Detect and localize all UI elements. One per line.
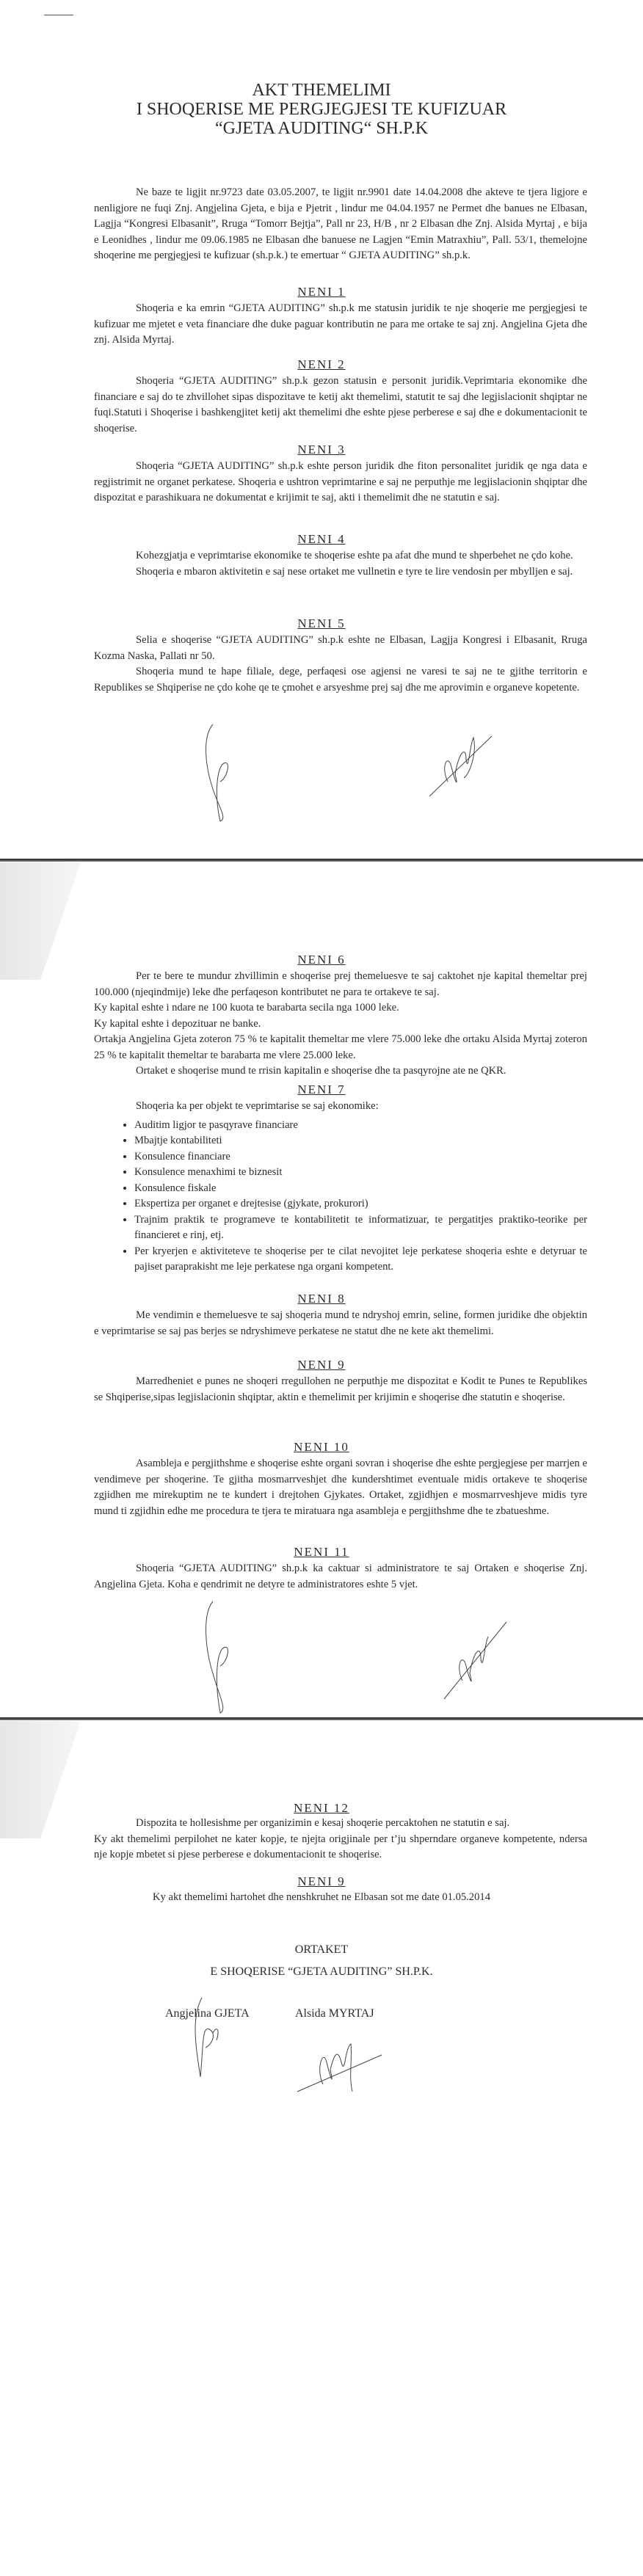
list-item: • Konsulence financiare <box>134 1149 587 1165</box>
article-4-text-2: Shoqeria e mbaron aktivitetin e saj nese ortaket me vullnetin e tyre te lire vendosin per mbylljen e saj. <box>136 565 573 578</box>
signature-myrtaj <box>294 2026 389 2099</box>
article-12-body <box>94 1816 587 1863</box>
signature-gjeta <box>187 1996 231 2084</box>
article-6-text-4: Ortakja Angjelina Gjeta zoteron 75 % te kapitalit themeltar me vlere 75.000 leke dhe ortaku Alsida Myrtaj zoteron 25 % te kapitalit themeltar te barabarta me vlere 25.000 leke. <box>94 1033 587 1061</box>
article-12-text-2: Ky akt themelimi perpilohet ne kater kopje, te njejta origjinale per t’ju shperndare organeve kompetente, ndersa nje kopje mbetet si pjese perberese e dokumentacionit te shoqerise. <box>94 1833 587 1860</box>
intro-paragraph <box>94 185 587 264</box>
article-6-body <box>94 969 587 1080</box>
article-3-heading: NENI 3 <box>297 443 346 456</box>
article-3-body <box>94 459 587 506</box>
article-8-body <box>94 1308 587 1339</box>
article-11-heading: NENI 11 <box>294 1545 349 1559</box>
page-edge <box>0 859 643 862</box>
article-9-text: Marredheniet e punes ne shoqeri rregullohen ne perputhje me dispozitat e Kodit te Punes te Republikes se Shqiperise,sipas legjislacionin shqiptar, aktin e themelimit per krijimin e shoqerise dhe statutin e shoqerise. <box>94 1375 587 1403</box>
article-6-heading: NENI 6 <box>297 953 346 967</box>
article-6-text-3: Ky kapital eshte i depozituar ne banke. <box>94 1017 261 1030</box>
page-3 <box>0 1717 643 2576</box>
page-2 <box>0 859 643 1717</box>
title-line-3: “GJETA AUDITING“ SH.P.K <box>214 119 429 138</box>
partner-1-name: Angjelina GJETA <box>165 2007 250 2020</box>
list-item: • Mbajtje kontabiliteti <box>134 1133 587 1149</box>
partners-heading: ORTAKET <box>294 1943 349 1956</box>
article-6-text-2: Ky kapital eshte i ndare ne 100 kuota te barabarta secila nga 1000 leke. <box>94 1002 399 1014</box>
list-item: • Konsulence fiskale <box>134 1181 587 1197</box>
list-item: • Trajnim praktik te programeve te kontabilitetit te informatizuar, te pergatitjes praktiko-teorike per financieret e rinj, etj. <box>134 1212 587 1244</box>
article-8-text: Me vendimin e themeluesve te saj shoqeria mund te ndryshoj emrin, seline, formen juridike dhe objektin e veprimtarise se saj pas berjes se ndryshimeve perkatese ne statut dhe ne kete akt themelimi. <box>94 1309 587 1337</box>
article-1-text: Shoqeria e ka emrin “GJETA AUDITING” sh.p.k me statusin juridik te nje shoqerie me pergjegjesi te kufizuar me mjetet e veta financiare dhe duke paguar kontributin ne para me ortake te saj znj. Angjelina Gjeta dhe znj. Alsida Myrtaj. <box>94 302 587 346</box>
list-item: • Auditim ligjor te pasqyrave financiare <box>134 1118 587 1134</box>
article-11-body <box>94 1561 587 1593</box>
signature-myrtaj <box>426 723 506 804</box>
article-9-heading: NENI 9 <box>297 1358 346 1372</box>
article-10-heading: NENI 10 <box>294 1440 349 1454</box>
article-4-text-1: Kohezgjatja e veprimtarise ekonomike te shoqerise eshte pa afat dhe mund te shperbehet ne çdo kohe. <box>136 550 573 561</box>
list-item: • Ekspertiza per organet e drejtesise (gjykate, prokurori) <box>134 1196 587 1212</box>
article-6-text-5: Ortaket e shoqerise mund te rrisin kapitalin e shoqerise dhe ta pasqyrojne ate ne QKR. <box>136 1065 506 1077</box>
article-1-heading: NENI 1 <box>297 285 346 299</box>
article-12-text-1: Dispozita te hollesishme per organizimin e kesaj shoqerie percaktohen ne statutin e saj. <box>136 1817 510 1829</box>
activity-list <box>94 1118 587 1276</box>
article-10-body <box>94 1456 587 1519</box>
article-9-body <box>94 1374 587 1405</box>
company-name-line: E SHOQERISE “GJETA AUDITING” SH.P.K. <box>210 1965 433 1978</box>
article-10-text: Asambleja e pergjithshme e shoqerise eshte organi sovran i shoqerise dhe eshte pergjegjese per marrjen e vendimeve per shoqerine. Te gjitha mosmarrveshjet dhe kundershtimet eventuale midis ortakeve te shoqerise zgjidhen me mirekuptim ne te kundert i drejtohen Gjykates. Ortaket, zgjidhjen e mosmarrveshjeve midis tyre mund ti zgjidhin edhe me procedura te tjera te miratuara nga asambleja e pergjithshme dhe te zbatueshme. <box>94 1458 587 1517</box>
article-12-heading: NENI 12 <box>294 1801 349 1815</box>
article-5-text-2: Shoqeria mund te hape filiale, dege, perfaqesi ose agjensi ne varesi te saj ne te gjithe territorin e Republikes se Shqiperise ne çdo kohe qe te çmohet e arsyeshme prej saj dhe me aprovimin e organeve kopetente. <box>94 666 587 694</box>
title-line-1: AKT THEMELIMI <box>252 81 391 100</box>
article-final-heading: NENI 9 <box>297 1874 346 1888</box>
article-7-intro: Shoqeria ka per objekt te veprimtarise se saj ekonomike: <box>136 1100 379 1112</box>
article-2-heading: NENI 2 <box>297 357 346 371</box>
page-fold-shadow <box>0 1721 81 1838</box>
article-5-text-1: Selia e shoqerise “GJETA AUDITING” sh.p.k eshte ne Elbasan, Lagjja Kongresi i Elbasanit, Rruga Kozma Naska, Pallati nr 50. <box>94 634 587 662</box>
article-5-heading: NENI 5 <box>297 616 346 630</box>
intro-text: Ne baze te ligjit nr.9723 date 03.05.2007, te ligjit nr.9901 date 14.04.2008 dhe akteve te tjera ligjore e nenligjore ne fuqi Znj. Angjelina Gjeta, e bija e Pjetrit , lindur me 04.04.1957 ne Permet dhe banues ne Elbasan, Lagjja “Kongresi Elbasanit”, Rruga “Tomorr Bejtja”, Pall nr 23, H/B , nr 2 Elbasan dhe Znj. Alsida Myrtaj , e bija e Leonidhes , lindur me 09.06.1985 ne Elbasan dhe banuese ne Lagjen “Emin Matraxhiu”, Pall. 53/1, themelojne shoqerine me pergjegjesi te kufizuar (sh.p.k.) te emertuar “ GJETA AUDITING” sh.p.k. <box>94 186 587 261</box>
page-edge <box>0 1717 643 1720</box>
signing-date-text: Ky akt themelimi hartohet dhe nenshkruhet ne Elbasan sot me date 01.05.2014 <box>153 1891 490 1903</box>
article-5-body <box>94 633 587 696</box>
article-2-body <box>94 374 587 437</box>
article-7-body <box>94 1099 587 1276</box>
title-line-2: I SHOQERISE ME PERGJEGJESI TE KUFIZUAR <box>136 100 507 119</box>
signature-myrtaj <box>440 1615 514 1703</box>
article-1-body <box>94 301 587 349</box>
article-8-heading: NENI 8 <box>297 1292 346 1306</box>
article-4-heading: NENI 4 <box>297 532 346 546</box>
article-11-text: Shoqeria “GJETA AUDITING” sh.p.k ka caktuar si administratore te saj Ortaken e shoqerise Znj. Angjelina Gjeta. Koha e qendrimit ne detyre te administratores eshte 5 vjet. <box>94 1562 587 1590</box>
page-1 <box>0 0 643 859</box>
article-4-body <box>94 548 587 580</box>
list-item: • Per kryerjen e aktiviteteve te shoqerise per te cilat nevojitet leje perkatese shoqeria eshte e detyruar te pajiset paraprakisht me leje perkatese nga organi kompetent. <box>134 1244 587 1276</box>
article-2-text: Shoqeria “GJETA AUDITING” sh.p.k gezon statusin e personit juridik.Veprimtaria ekonomike dhe financiare e saj do te zhvillohet sipas dispozitave te ketij akt themelimi, statutit te saj dhe legjislacionit shqiptar ne fuqi.Statuti i Shoqerise i bashkengjitet ketij akt themelimi dhe eshte pjese perberese e saj dhe e dokumentacionit te shoqerise. <box>94 375 587 434</box>
signature-gjeta <box>198 723 242 822</box>
signature-gjeta <box>198 1600 242 1714</box>
list-item: • Konsulence menaxhimi te biznesit <box>134 1165 587 1181</box>
article-6-text-1: Per te bere te mundur zhvillimin e shoqerise prej themeluesve te saj caktohet nje kapital themeltar prej 100.000 (njeqindmije) leke dhe perfaqeson kontributet ne para te ortakeve te saj. <box>94 970 587 998</box>
article-3-text: Shoqeria “GJETA AUDITING” sh.p.k eshte person juridik dhe fiton personalitet juridik qe nga data e regjistrimit ne organet perkatese. Shoqeria e ushtron veprimtarine e saj ne perputhje me legjislacionin shqiptar dhe dispozitat e parashikuara ne dokumentat e krijimit te saj, akti i themelimit dhe ne statutin e saj. <box>94 460 587 503</box>
partner-2-name: Alsida MYRTAJ <box>295 2007 374 2020</box>
article-7-heading: NENI 7 <box>297 1083 346 1096</box>
